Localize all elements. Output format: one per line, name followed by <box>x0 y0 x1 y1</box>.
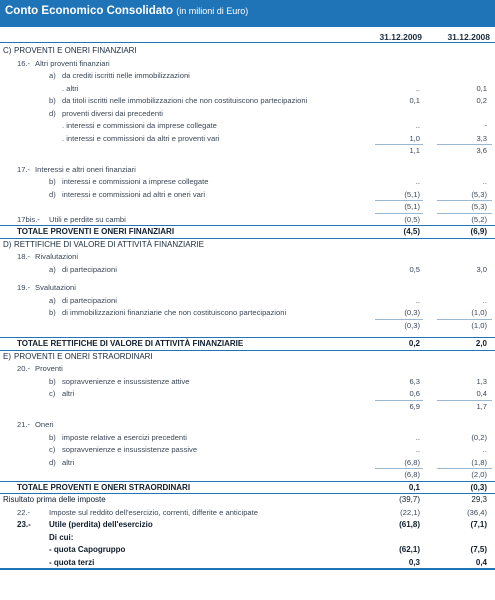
row-label: altri <box>62 389 75 398</box>
row-label: . altri <box>62 83 79 93</box>
value-2009: .. <box>415 83 420 93</box>
value-2008: - <box>484 121 487 130</box>
value-2009: (61,8) <box>399 520 420 529</box>
total-row <box>0 225 495 238</box>
table-row <box>0 107 495 120</box>
value-2009: (0,5) <box>404 214 420 224</box>
row-code: b) <box>49 432 56 442</box>
table-row <box>0 213 495 226</box>
value-2008: 2,0 <box>475 339 487 348</box>
value-2008: (36,4) <box>467 507 487 517</box>
row-label: Oneri <box>35 420 54 429</box>
row-label: di partecipazioni <box>62 264 117 274</box>
table-row <box>0 362 495 375</box>
row-code: d) <box>49 457 56 467</box>
table-row <box>0 418 495 431</box>
value-2008: 1,7 <box>476 401 487 411</box>
value-2009: (39,7) <box>399 495 420 504</box>
table-row <box>0 250 495 263</box>
value-2009: (6,8) <box>404 457 420 467</box>
table-row <box>0 294 495 307</box>
row-label: Altri proventi finanziari <box>35 58 110 68</box>
table-row <box>0 82 495 95</box>
value-2009: .. <box>415 177 420 186</box>
table-row <box>0 518 495 531</box>
table-row <box>0 319 495 332</box>
row-label: Proventi <box>35 364 63 373</box>
table-row <box>0 468 495 481</box>
table-row <box>0 119 495 132</box>
value-2008: 0,4 <box>475 557 487 567</box>
row-code: 17.- <box>17 164 31 174</box>
row-label: - quota terzi <box>49 557 95 567</box>
row-label: Risultato prima delle imposte <box>3 495 106 504</box>
value-2009: 0,1 <box>408 482 420 492</box>
row-label: Di cui: <box>49 532 74 542</box>
table-row <box>0 263 495 276</box>
row-label: Interessi e altri oneri finanziari <box>35 164 136 174</box>
value-2008: .. <box>482 295 487 305</box>
page-subtitle: (in milioni di Euro) <box>176 6 249 16</box>
value-2008: 3,0 <box>476 264 487 274</box>
value-2008: 0,1 <box>476 83 487 93</box>
value-2009: (5,1) <box>404 202 420 211</box>
row-code: a) <box>49 295 56 305</box>
value-2008: (6,9) <box>470 227 487 236</box>
row-label: interessi e commissioni a imprese collegate <box>62 177 209 186</box>
value-2008: 0,4 <box>476 389 487 398</box>
table-row <box>0 556 495 569</box>
table-row <box>0 400 495 413</box>
value-2009: 6,9 <box>409 401 420 411</box>
value-2008: .. <box>482 445 487 454</box>
column-header-2008: 31.12.2008 <box>447 32 490 42</box>
title-bar <box>0 0 495 27</box>
value-2009: (6,8) <box>404 470 420 479</box>
table-row <box>0 456 495 469</box>
row-label: proventi diversi dai precedenti <box>62 108 163 118</box>
value-2009: (22,1) <box>400 507 420 517</box>
value-2008: (5,3) <box>471 189 487 199</box>
row-label: - quota Capogruppo <box>49 545 126 554</box>
row-code: E) <box>3 351 11 361</box>
value-2009: (62,1) <box>399 545 420 554</box>
row-label: altri <box>62 457 75 467</box>
column-header-2009: 31.12.2009 <box>379 32 422 42</box>
value-2009: 0,5 <box>409 264 420 274</box>
value-2008: (7,1) <box>470 520 487 529</box>
row-label: Imposte sul reddito dell'esercizio, correnti, differite e anticipate <box>49 507 258 517</box>
table-row <box>0 375 495 388</box>
row-label: . interessi e commissioni da altri e proventi vari <box>62 133 220 143</box>
row-label: Utili e perdite su cambi <box>49 214 126 224</box>
value-2009: .. <box>415 121 420 130</box>
table-row <box>0 543 495 556</box>
row-code: 22.- <box>17 507 31 517</box>
value-2009: 0,6 <box>409 389 420 398</box>
total-row <box>0 337 495 350</box>
table-row <box>0 493 495 506</box>
row-label: TOTALE PROVENTI E ONERI FINANZIARI <box>17 227 175 236</box>
row-code: C) <box>3 46 12 55</box>
row-code: b) <box>49 308 56 317</box>
value-2009: 6,3 <box>409 376 420 386</box>
row-label: sopravvenienze e insussistenze attive <box>62 376 190 386</box>
value-2008: (2,0) <box>471 470 487 479</box>
row-label: Rivalutazioni <box>35 252 79 261</box>
table-row <box>0 175 495 188</box>
table-row <box>0 387 495 400</box>
value-2009: (0,3) <box>404 308 420 317</box>
row-label: . interessi e commissioni da imprese collegate <box>62 121 217 130</box>
row-label: sopravvenienze e insussistenze passive <box>62 445 198 454</box>
row-code: d) <box>49 189 56 199</box>
table-row <box>0 306 495 319</box>
row-label: da crediti iscritti nelle immobilizzazioni <box>62 71 190 80</box>
table-row <box>0 57 495 70</box>
value-2008: 3,6 <box>476 146 487 155</box>
section-header-row <box>0 44 495 57</box>
value-2008: (5,2) <box>471 214 487 224</box>
value-2008: 0,2 <box>476 96 487 105</box>
row-code: 17bis.- <box>17 214 40 224</box>
total-row <box>0 481 495 494</box>
row-code: 18.- <box>17 252 31 261</box>
value-2008: (1,0) <box>471 320 487 330</box>
value-2009: 0,1 <box>409 96 420 105</box>
total-underline <box>0 568 495 570</box>
page-title: Conto Economico Consolidato (in milioni di Euro) <box>5 5 249 17</box>
row-code: 16.- <box>17 58 31 68</box>
row-code: b) <box>49 177 56 186</box>
row-label: Utile (perdita) dell'esercizio <box>49 520 153 529</box>
table-row <box>0 188 495 201</box>
row-label: RETTIFICHE DI VALORE DI ATTIVITÀ FINANZIARIE <box>14 239 204 249</box>
table-row <box>0 144 495 157</box>
row-label: imposte relative a esercizi precedenti <box>62 432 187 442</box>
table-row <box>0 200 495 213</box>
row-label: TOTALE RETTIFICHE DI VALORE DI ATTIVITÀ FINANZIARIE <box>17 339 244 348</box>
row-label: PROVENTI E ONERI FINANZIARI <box>14 46 137 55</box>
value-2008: 29,3 <box>471 495 487 504</box>
value-2008: (5,3) <box>471 202 487 211</box>
table-row <box>0 163 495 176</box>
row-code: a) <box>49 264 56 274</box>
value-2008: (0,2) <box>471 432 487 442</box>
row-code: b) <box>49 96 56 105</box>
value-2009: (4,5) <box>403 227 420 236</box>
row-code: b) <box>49 376 56 386</box>
table-row <box>0 431 495 444</box>
row-label: Svalutazioni <box>35 283 76 292</box>
table-row <box>0 531 495 544</box>
value-2009: (5,1) <box>404 189 420 199</box>
value-2008: .. <box>482 177 487 186</box>
value-2008: (1,8) <box>471 457 487 467</box>
value-2009: .. <box>415 295 420 305</box>
value-2008: 1,3 <box>476 376 487 386</box>
section-header-row <box>0 350 495 363</box>
value-2009: .. <box>415 445 420 454</box>
row-code: 20.- <box>17 364 31 373</box>
row-code: 21.- <box>17 420 31 429</box>
section-header-row <box>0 238 495 251</box>
row-label: di partecipazioni <box>62 295 117 305</box>
value-2009: 1,0 <box>409 133 420 143</box>
value-2008: (7,5) <box>470 545 487 554</box>
value-2009: .. <box>415 432 420 442</box>
row-code: 23.- <box>17 520 31 529</box>
value-2009: (0,3) <box>404 320 420 330</box>
row-code: c) <box>49 445 56 454</box>
row-label: interessi e commissioni ad altri e oneri vari <box>62 189 206 199</box>
value-2009: 0,2 <box>408 339 420 348</box>
value-2008: 3,3 <box>476 133 487 143</box>
table-row <box>0 506 495 519</box>
header-divider <box>0 42 495 43</box>
value-2009: 0,3 <box>408 557 420 567</box>
table-row <box>0 69 495 82</box>
row-code: 19.- <box>17 283 31 292</box>
row-code: D) <box>3 239 12 249</box>
value-2009: 1,1 <box>409 146 420 155</box>
table-row <box>0 94 495 107</box>
row-label: da titoli iscritti nelle immobilizzazioni che non costituiscono partecipazioni <box>62 96 308 105</box>
value-2008: (1,0) <box>471 308 487 317</box>
row-code: c) <box>49 389 56 398</box>
row-label: PROVENTI E ONERI STRAORDINARI <box>14 351 153 361</box>
row-label: TOTALE PROVENTI E ONERI STRAORDINARI <box>17 482 191 492</box>
row-code: a) <box>49 71 56 80</box>
table-row <box>0 443 495 456</box>
table-row <box>0 132 495 145</box>
row-label: di immobilizzazioni finanziarie che non costituiscono partecipazioni <box>62 308 287 317</box>
row-code: d) <box>49 108 56 118</box>
table-row <box>0 281 495 294</box>
value-2008: (0,3) <box>470 482 487 492</box>
